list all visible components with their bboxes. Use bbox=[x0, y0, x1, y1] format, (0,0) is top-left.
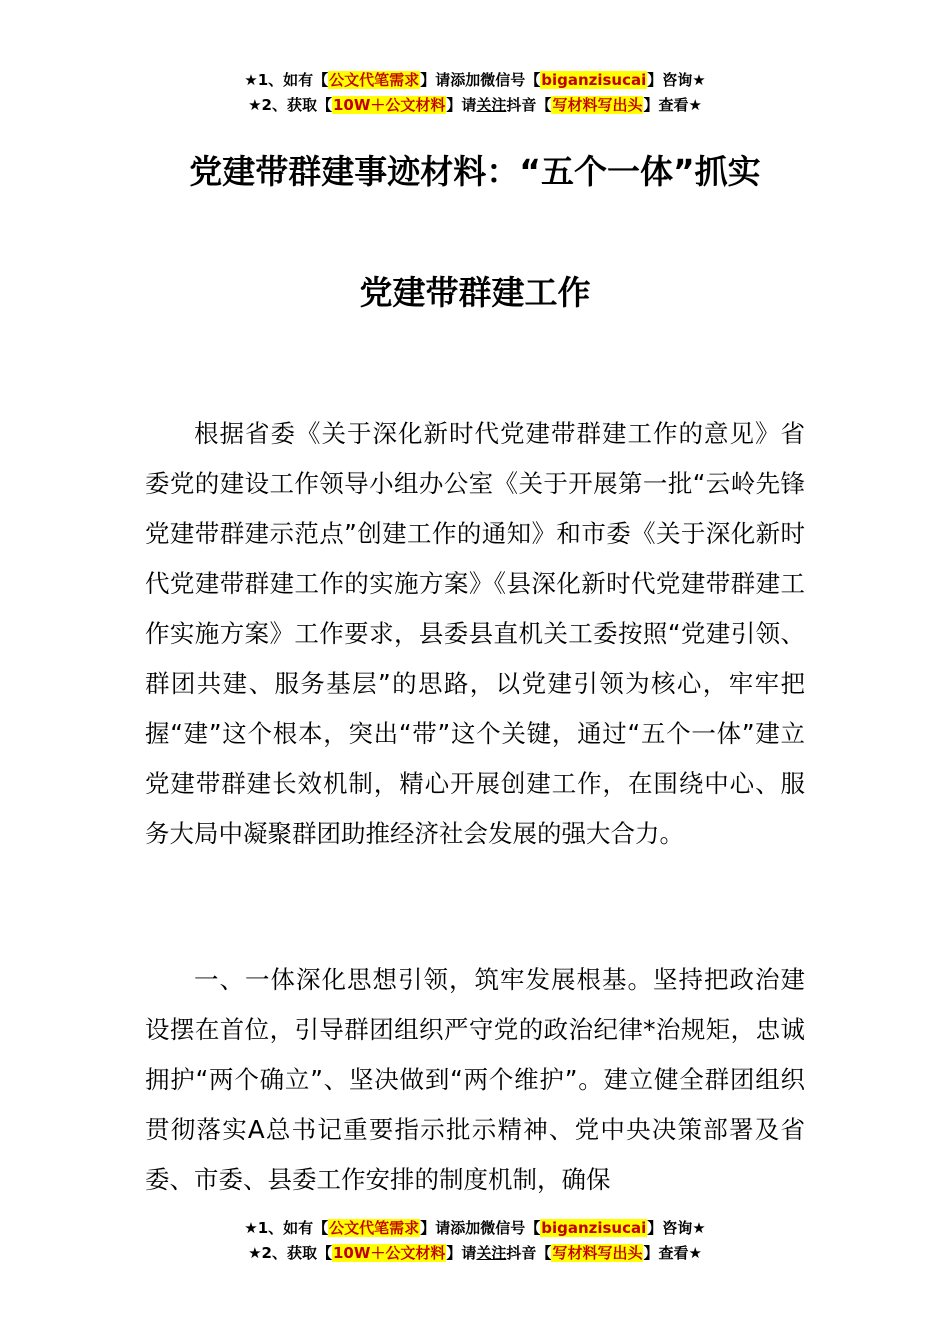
promo-highlight-account: 写材料写出头 bbox=[552, 1244, 643, 1262]
promo-banner-bottom bbox=[0, 1216, 950, 1266]
promo-highlight-wechat-id: biganzisucai bbox=[541, 1219, 647, 1237]
promo-text: ★1、如有【 bbox=[244, 1219, 329, 1237]
document-title-line-1: 党建带群建事迹材料：“五个一体”抓实 bbox=[189, 152, 761, 191]
promo-text: 】请 bbox=[446, 1244, 477, 1262]
document-title-line-2: 党建带群建工作 bbox=[359, 273, 591, 312]
promo-text: 】请 bbox=[446, 96, 477, 114]
promo-highlight-wechat-id: biganzisucai bbox=[541, 71, 647, 89]
promo-text: 】咨询★ bbox=[647, 71, 706, 89]
promo-text: 】查看★ bbox=[643, 96, 702, 114]
promo-text: 】请添加微信号【 bbox=[420, 71, 541, 89]
promo-banner-top bbox=[0, 68, 950, 118]
promo-highlight-service: 公文代笔需求 bbox=[329, 1219, 420, 1237]
promo-text: 抖音【 bbox=[506, 1244, 552, 1262]
promo-text: ★2、获取【 bbox=[248, 1244, 332, 1262]
promo-highlight-materials: 10W＋公文材料 bbox=[332, 1244, 446, 1262]
promo-underlined-follow: 关注 bbox=[476, 1244, 507, 1262]
promo-line-2 bbox=[0, 1241, 950, 1266]
promo-line-1 bbox=[0, 68, 950, 93]
promo-highlight-service: 公文代笔需求 bbox=[329, 71, 420, 89]
promo-underlined-follow: 关注 bbox=[476, 96, 507, 114]
promo-text: 】请添加微信号【 bbox=[420, 1219, 541, 1237]
promo-line-2 bbox=[0, 93, 950, 118]
promo-text: 】查看★ bbox=[643, 1244, 702, 1262]
body-paragraph-intro: 根据省委《关于深化新时代党建带群建工作的意见》省委党的建设工作领导小组办公室《关于开展第一批“云岭先锋党建带群建示范点”创建工作的通知》和市委《关于深化新时代党建带群建工作的实施方案》《县深化新时代党建带群建工作实施方案》工作要求，县委县直机关工委按照“党建引领、群团共建、服务基层”的思路，以党建引领为核心，牢牢把握“建”这个根本，突出“带”这个关键，通过“五个一体”建立党建带群建长效机制，精心开展创建工作，在围绕中心、服务大局中凝聚群团助推经济社会发展的强大合力。 bbox=[145, 419, 805, 848]
body-paragraph-section-1: 一、一体深化思想引领，筑牢发展根基。坚持把政治建设摆在首位，引导群团组织严守党的政治纪律*治规矩，忠诚拥护“两个确立”、坚决做到“两个维护”。建立健全群团组织贯彻落实A总书记重要指示批示精神、党中央决策部署及省委、市委、县委工作安排的制度机制，确保 bbox=[145, 965, 805, 1194]
promo-highlight-account: 写材料写出头 bbox=[552, 96, 643, 114]
promo-text: ★2、获取【 bbox=[248, 96, 332, 114]
promo-text: 】咨询★ bbox=[647, 1219, 706, 1237]
promo-highlight-materials: 10W＋公文材料 bbox=[332, 96, 446, 114]
promo-text: 抖音【 bbox=[506, 96, 552, 114]
promo-text: ★1、如有【 bbox=[244, 71, 329, 89]
promo-line-1 bbox=[0, 1216, 950, 1241]
